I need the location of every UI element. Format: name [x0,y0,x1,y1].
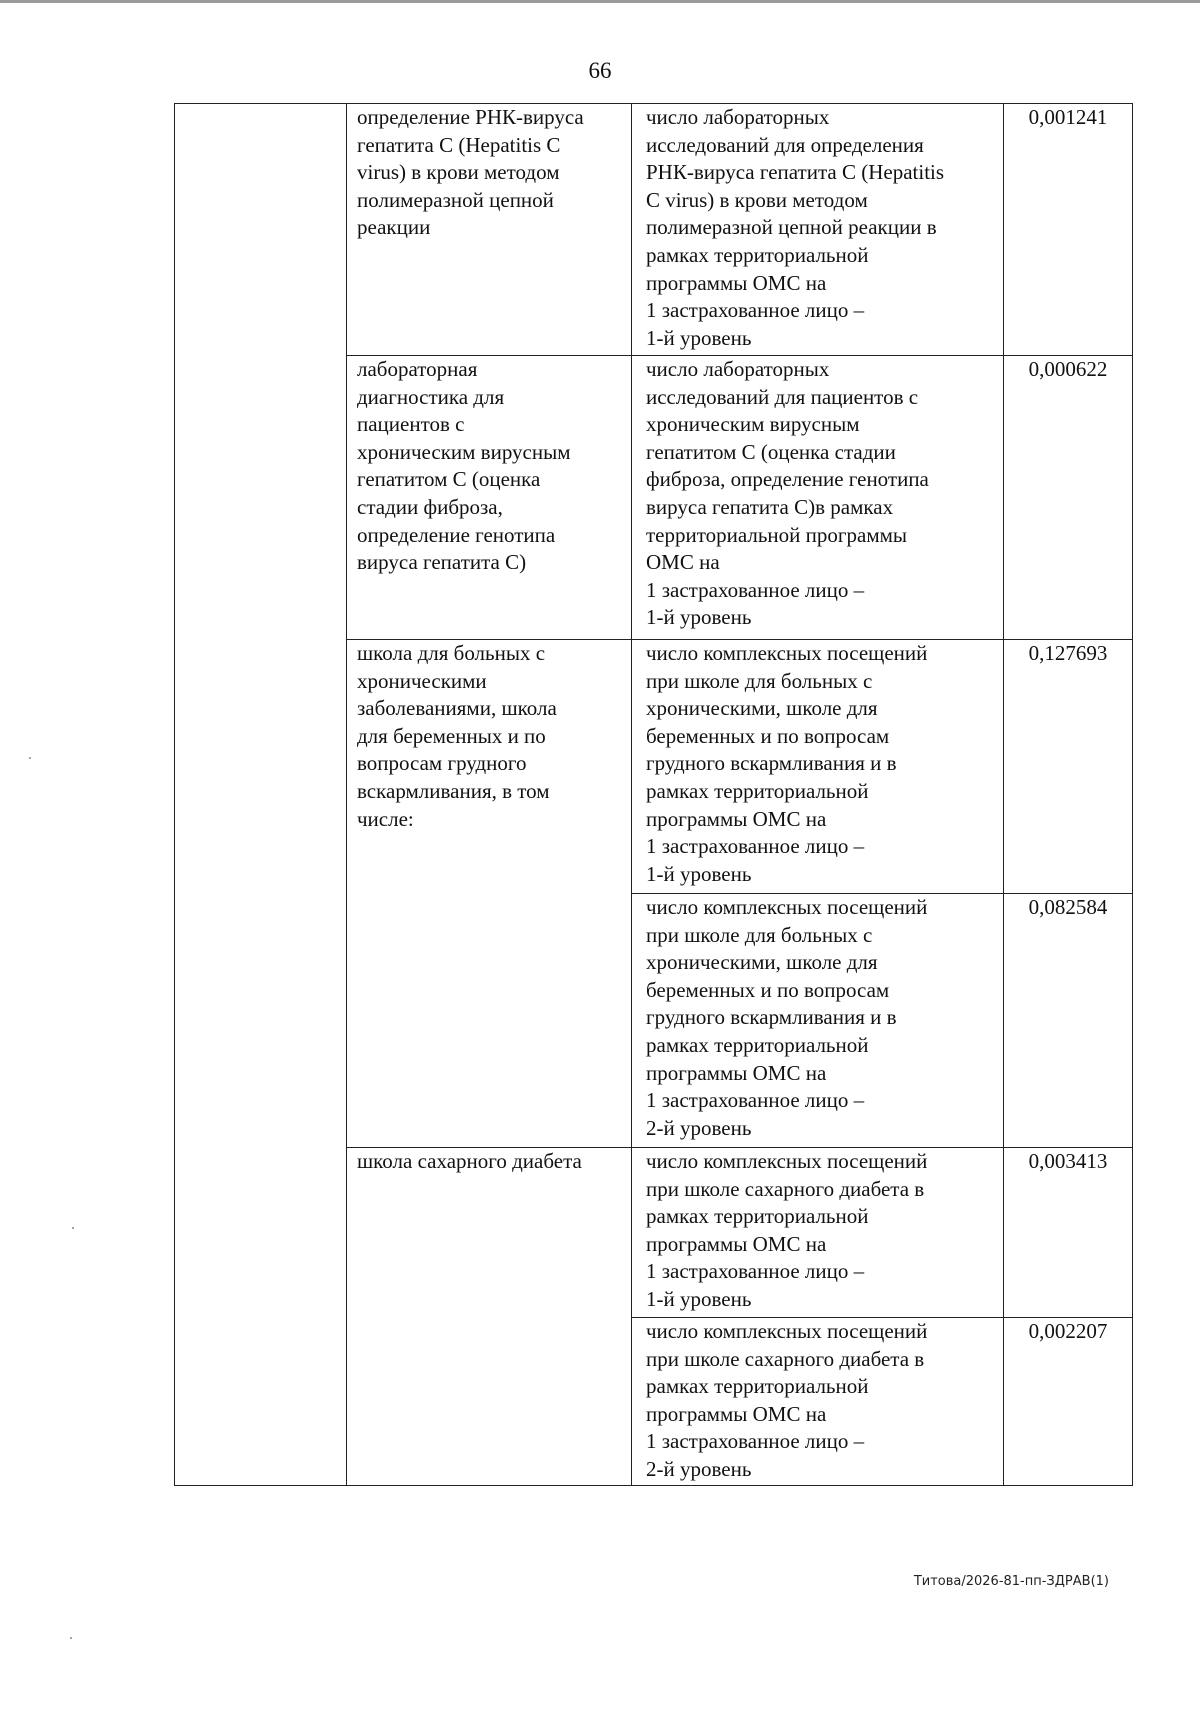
indicator-table [174,103,1133,1486]
value-cell: 0,002207 [1004,1318,1133,1486]
scan-speck [72,1227,74,1229]
value-cell: 0,001241 [1004,104,1133,356]
service-cell: определение РНК-вируса гепатита С (Hepatitis C virus) в крови методом полимеразной цепной реакции [347,104,632,356]
value-cell: 0,003413 [1004,1148,1133,1318]
scan-speck [70,1637,72,1639]
value-cell: 0,000622 [1004,356,1133,640]
indicator-cell: число комплексных посещений при школе для больных с хроническими, школе для беремeнных и по вопросам грудного вскармливания и в рамках территориальной программы ОМС на 1 застрахованное лицо – 1-й уровень [632,640,1004,894]
value-cell: 0,082584 [1004,894,1133,1148]
indicator-cell: число комплексных посещений при школе сахарного диабета в рамках территориальной программы ОМС на 1 застрахованное лицо – 1-й уровень [632,1148,1004,1318]
document-code: Титова/2026-81-пп-ЗДРАВ(1) [913,1574,1109,1589]
service-cell: лабораторная диагностика для пациентов с хроническим вирусным гепатитом С (оценка стадии фиброза, определение генотипа вируса гепатита С) [347,356,632,640]
indicator-cell: число лабораторных исследований для пациентов с хроническим вирусным гепатитом С (оценка стадии фиброза, определение генотипа вируса гепатита С)в рамках территориальной программы ОМС на 1 застрахованное лицо – 1-й уровень [632,356,1004,640]
scan-speck [29,757,31,759]
service-cell: школа для больных с хроническими заболеваниями, школа для беременных и по вопросам грудного вскармливания, в том числе: [347,640,632,1148]
indicator-cell: число комплексных посещений при школе сахарного диабета в рамках территориальной программы ОМС на 1 застрахованное лицо – 2-й уровень [632,1318,1004,1486]
table-row [175,104,1133,356]
indicator-cell: число комплексных посещений при школе для больных с хроническими, школе для беремeнных и по вопросам грудного вскармливания и в рамках территориальной программы ОМС на 1 застрахованное лицо – 2-й уровень [632,894,1004,1148]
value-cell: 0,127693 [1004,640,1133,894]
category-cell [175,104,347,1486]
indicator-cell: число лабораторных исследований для определения РНК-вируса гепатита С (Hepatitis C virus) в крови методом полимеразной цепной реакции в рамках территориальной программы ОМС на 1 застрахованное лицо – 1-й уровень [632,104,1004,356]
page-number: 66 [588,58,612,83]
scan-edge [0,0,1200,3]
service-cell: школа сахарного диабета [347,1148,632,1486]
